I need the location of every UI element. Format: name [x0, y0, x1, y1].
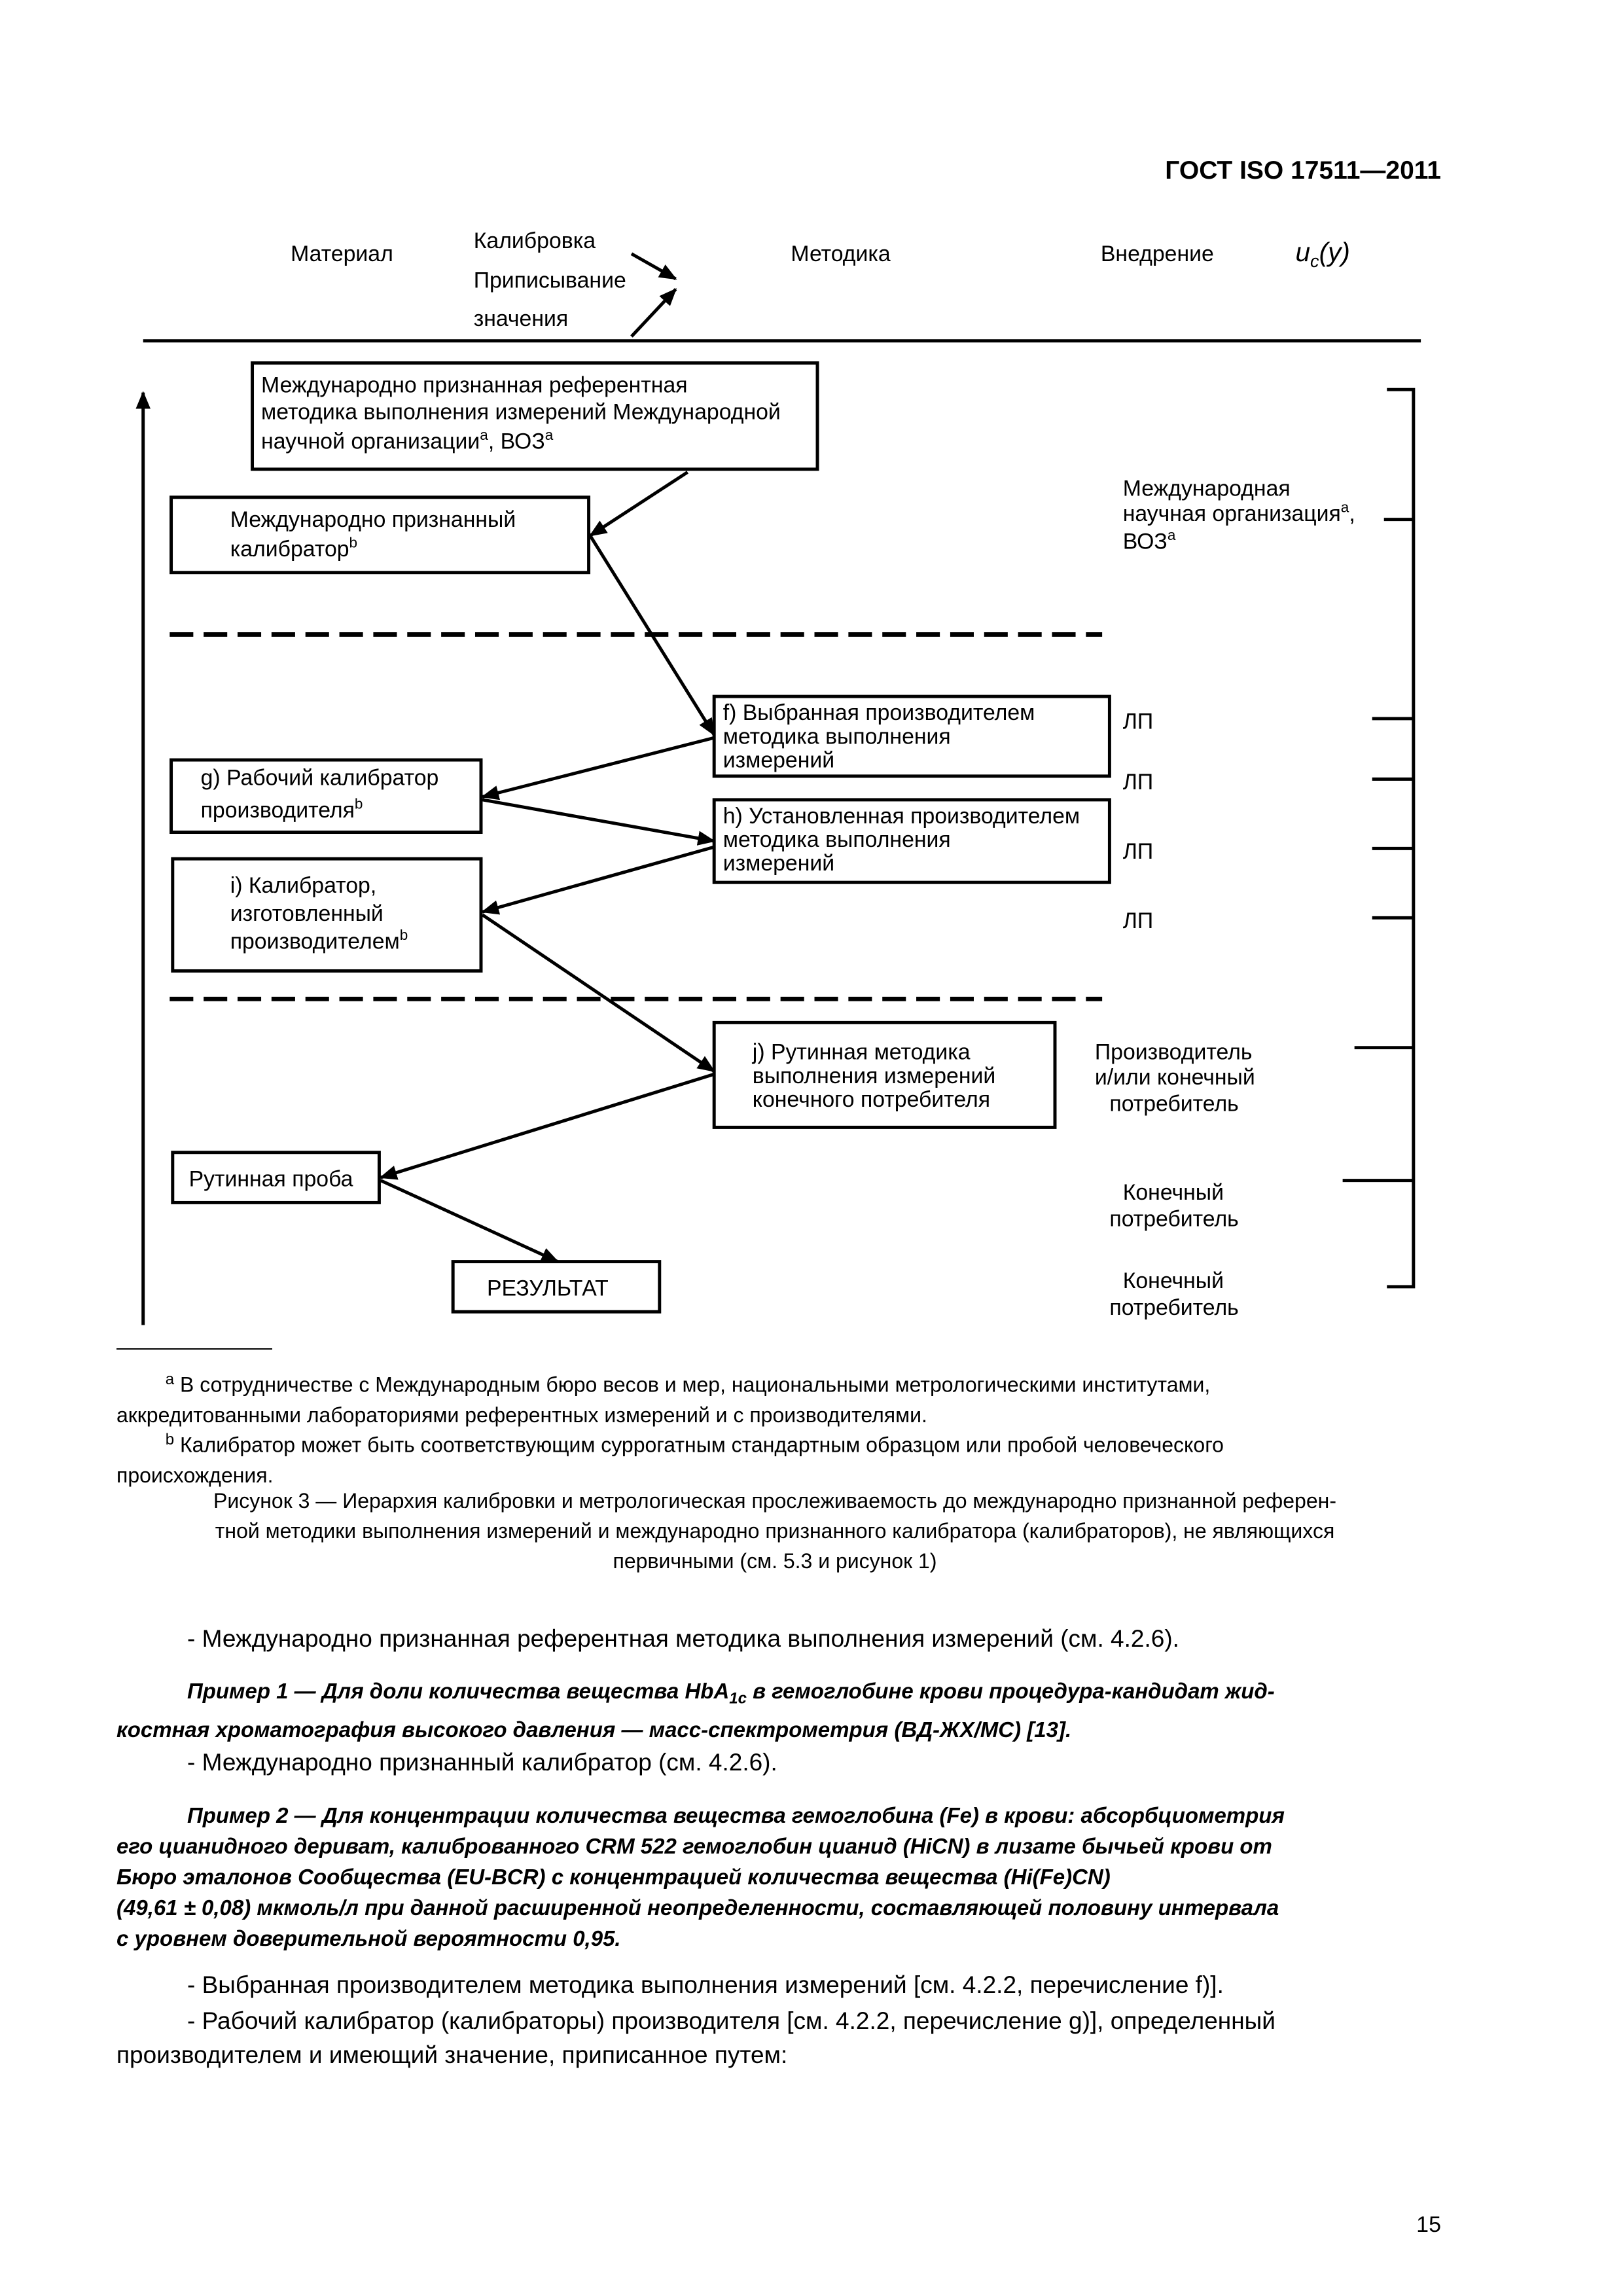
footnote-b-line1: Калибратор может быть соответствующим суррогатным стандартным образцом или пробой человеческого — [180, 1433, 1224, 1457]
label-producer-line1: Производитель — [1094, 1039, 1253, 1065]
label-enduser1-line2: потребитель — [1109, 1206, 1239, 1232]
label-producer-line2: и/или конечный — [1094, 1065, 1255, 1090]
label-intl-org-line3: ВОЗ$^a$ — [1122, 527, 1176, 554]
list-item-4: - Рабочий калибратор (калибраторы) производителя [см. 4.2.2, перечисление g)], определенный производителем и имеющий значение, приписанное путем: — [116, 2007, 1275, 2068]
label-enduser2-line2: потребитель — [1109, 1295, 1239, 1320]
arrow-ref-to-calibrator — [590, 472, 688, 535]
ref-method-line3: научной организации$^a$, ВОЗ$^a$ — [261, 426, 554, 454]
footnote-rule — [116, 1348, 272, 1350]
intl-calibrator-line1: Международно признанный — [230, 507, 516, 532]
label-intl-org-line2: научная организация$^a$, — [1122, 499, 1355, 526]
j-method-line2: выполнения измерений — [752, 1063, 996, 1088]
footnote-a-line2: аккредитованными лабораториями референтных измерений и с производителями. — [116, 1403, 927, 1427]
label-producer-line3: потребитель — [1109, 1091, 1239, 1117]
label-enduser2-line1: Конечный — [1122, 1268, 1224, 1294]
col-header-value: значения — [473, 306, 569, 332]
example-1: Пример 1 — Для доли количества вещества HbA$_{1c}$ в гемоглобине крови процедура-кандидат жид- костная хроматография высокого давления — масс-спектрометрия (ВД-ЖХ/МС) [13]. — [116, 1679, 1275, 1742]
uncertainty-bracket — [1387, 389, 1414, 1287]
page-number: 15 — [1416, 2212, 1441, 2237]
f-method-line2: методика выполнения — [722, 724, 951, 749]
result-label: РЕЗУЛЬТАТ — [487, 1276, 609, 1301]
arrow-g-to-h — [482, 800, 714, 841]
footnote-b — [116, 1425, 1433, 1490]
col-header-material: Материал — [291, 242, 393, 267]
g-calibrator-line1: g) Рабочий калибратор — [200, 765, 439, 791]
footnote-a-marker: a — [165, 1371, 175, 1388]
routine-sample-label: Рутинная проба — [188, 1166, 353, 1192]
calibration-arrow-down — [632, 254, 676, 279]
h-method-line2: методика выполнения — [722, 827, 951, 853]
arrow-f-to-g — [482, 738, 714, 797]
i-calibrator-line2: изготовленный — [230, 901, 383, 926]
j-method-line3: конечного потребителя — [752, 1086, 991, 1112]
arrow-sample-to-result — [381, 1181, 558, 1262]
calibration-arrow-up — [632, 289, 676, 336]
ref-method-line2: методика выполнения измерений Международной — [261, 399, 781, 425]
label-lp-4: ЛП — [1122, 908, 1154, 934]
ref-method-line1: Международно признанная референтная — [261, 372, 688, 398]
i-calibrator-line1: i) Калибратор, — [230, 872, 377, 898]
col-header-calibration: Калибровка — [473, 228, 596, 253]
intl-calibrator-line2: калибратор$^b$ — [230, 534, 358, 562]
figure-caption — [116, 1486, 1433, 1576]
col-header-value-assignment: Приписывание — [473, 268, 626, 293]
j-method-line1: j) Рутинная методика — [752, 1039, 971, 1065]
label-lp-3: ЛП — [1122, 839, 1154, 865]
h-method-line1: h) Установленная производителем — [722, 804, 1080, 829]
example-2: Пример 2 — Для концентрации количества вещества гемоглобина (Fe) в крови: абсорбциометрия его цианидного дериват, калиброванного CRM 522 гемоглобин цианид (HiCN) в лизате бычьей крови от Бюро эталонов Сообщества (EU-BCR) с концентрацией количества вещества (Hi(Fe)CN) (49,61 ± 0,08) мкмоль/л при данной расширенной неопределенности, составляющей половину интервала с уровнем доверительной вероятности 0,95. — [116, 1803, 1285, 1950]
arrow-i-to-j — [482, 915, 714, 1071]
list-item-2: - Международно признанный калибратор (см. 4.2.6). — [187, 1749, 777, 1776]
arrow-j-to-sample — [381, 1074, 715, 1177]
col-header-method: Методика — [791, 242, 891, 267]
list-item-3: - Выбранная производителем методика выполнения измерений [см. 4.2.2, перечисление f)]. — [187, 1971, 1224, 1998]
label-lp-1: ЛП — [1122, 709, 1154, 734]
standard-code-header: ГОСТ ISO 17511—2011 — [1165, 156, 1441, 185]
footnote-a-line1: В сотрудничестве с Международным бюро весов и мер, национальными метрологическими институтами, — [180, 1372, 1211, 1397]
list-item-1: - Международно признанная референтная методика выполнения измерений (см. 4.2.6). — [187, 1625, 1179, 1652]
g-calibrator-line2: производителя$^b$ — [200, 795, 363, 823]
col-header-uncertainty: $u_c(y)$ — [1295, 237, 1350, 272]
i-calibrator-line3: производителем$^b$ — [230, 927, 408, 954]
footnote-a — [116, 1365, 1433, 1430]
f-method-line1: f) Выбранная производителем — [722, 700, 1035, 726]
label-enduser1-line1: Конечный — [1122, 1179, 1224, 1205]
caption-line3: первичными (см. 5.3 и рисунок 1) — [613, 1549, 937, 1573]
f-method-line3: измерений — [722, 747, 835, 773]
caption-line1: Рисунок 3 — Иерархия калибровки и метрологическая прослеживаемость до международно признанной референ- — [213, 1489, 1336, 1513]
arrow-h-to-i — [482, 847, 714, 912]
col-header-implementation: Внедрение — [1100, 242, 1214, 267]
label-intl-org-line1: Международная — [1122, 476, 1291, 501]
caption-line2: тной методики выполнения измерений и международно признанного калибратора (калибраторов), не являющихся — [215, 1519, 1335, 1543]
h-method-line3: измерений — [722, 851, 835, 876]
footnote-b-marker: b — [165, 1431, 175, 1448]
label-lp-2: ЛП — [1122, 770, 1154, 795]
footnote-b-line2: происхождения. — [116, 1463, 274, 1487]
